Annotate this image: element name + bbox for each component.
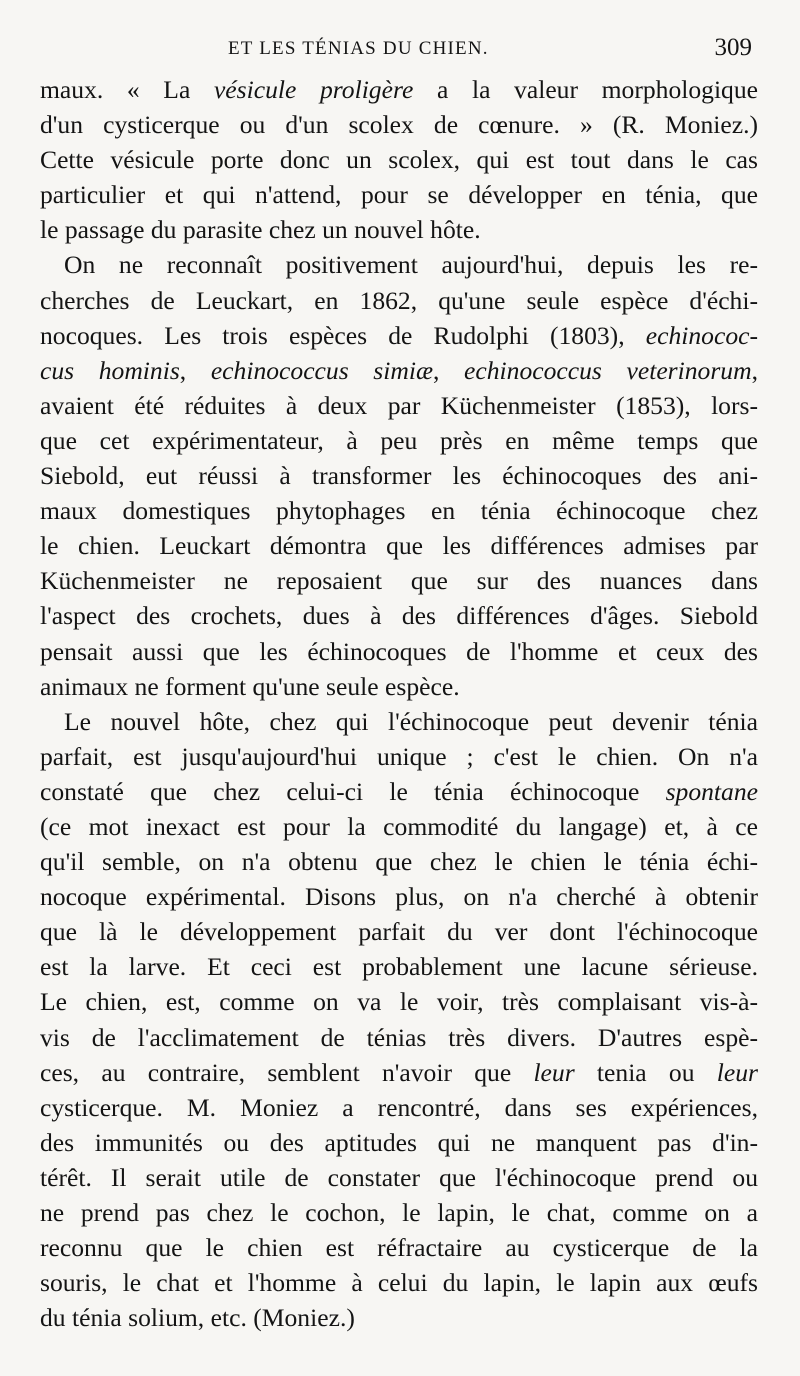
text-segment: qu'il semble, on n'a obtenu que chez le chien le ténia échi-	[40, 847, 758, 877]
text-line	[40, 844, 758, 879]
body-text	[40, 72, 758, 1335]
text-segment: cysticerque. M. Moniez a rencontré, dans ses expériences,	[40, 1092, 758, 1122]
text-segment: On ne reconnaît positivement aujourd'hui, depuis les re-	[64, 250, 758, 280]
text-segment: Siebold, eut réussi à transformer les échinocoques des ani-	[40, 461, 758, 491]
text-line	[40, 669, 758, 704]
text-segment: pensait aussi que les échinocoques de l'homme et ceux des	[40, 636, 758, 666]
text-line	[40, 212, 758, 247]
text-line	[40, 634, 758, 669]
text-segment: ,	[751, 355, 758, 385]
text-segment: Le chien, est, comme on va le voir, très complaisant vis-à-	[40, 987, 758, 1017]
text-line	[40, 1055, 758, 1090]
text-segment: particulier et qui n'attend, pour se développer en ténia, que	[40, 180, 758, 210]
text-segment: des immunités ou des aptitudes qui ne manquent pas d'in-	[40, 1127, 758, 1157]
text-segment: parfait, est jusqu'aujourd'hui unique ; c'est le chien. On n'a	[40, 741, 758, 771]
text-line	[40, 107, 758, 142]
italic-text: echinococcus veterinorum	[464, 355, 752, 385]
text-line	[40, 984, 758, 1019]
italic-text: leur	[716, 1057, 758, 1087]
text-segment: que cet expérimentateur, à peu près en même temps que	[40, 425, 758, 455]
text-line	[40, 774, 758, 809]
text-line	[40, 1125, 758, 1160]
text-segment: est la larve. Et ceci est probablement une lacune sérieuse.	[40, 952, 758, 982]
page-number: 309	[714, 34, 752, 61]
text-line	[40, 353, 758, 388]
text-line	[40, 247, 758, 282]
text-line	[40, 388, 758, 423]
text-segment: tenia ou	[574, 1057, 717, 1087]
italic-text: spontane	[665, 776, 758, 806]
text-segment: du ténia solium, etc. (Moniez.)	[40, 1303, 355, 1333]
text-segment: le passage du parasite chez un nouvel hôte.	[40, 215, 481, 245]
text-segment: Le nouvel hôte, chez qui l'échinocoque peut devenir ténia	[64, 706, 758, 736]
italic-text: vésicule proligère	[213, 75, 414, 104]
text-line	[40, 1020, 758, 1055]
text-segment: ,	[433, 355, 465, 385]
italic-text: echinococ-	[645, 320, 758, 350]
text-line	[40, 318, 758, 353]
italic-text: cus hominis	[40, 355, 180, 385]
text-segment: maux. « La	[40, 75, 214, 104]
text-line	[40, 458, 758, 493]
text-line	[40, 528, 758, 563]
text-line	[40, 1160, 758, 1195]
text-segment: que là le développement parfait du ver dont l'échinocoque	[40, 917, 758, 947]
text-segment: ces, au contraire, semblent n'avoir que	[40, 1057, 534, 1087]
text-segment: térêt. Il serait utile de constater que l'échinocoque prend ou	[40, 1162, 758, 1192]
text-segment: (ce mot inexact est pour la commodité du langage) et, à ce	[40, 811, 758, 841]
text-line	[40, 704, 758, 739]
text-line	[40, 72, 758, 107]
text-line	[40, 739, 758, 774]
text-segment: maux domestiques phytophages en ténia échinocoque chez	[40, 496, 758, 526]
text-segment: cherches de Leuckart, en 1862, qu'une seule espèce d'échi-	[40, 285, 758, 315]
text-segment: souris, le chat et l'homme à celui du lapin, le lapin aux œufs	[40, 1268, 758, 1298]
text-segment: nocoque expérimental. Disons plus, on n'a cherché à obtenir	[40, 882, 758, 912]
text-segment: animaux ne forment qu'une seule espèce.	[40, 671, 460, 701]
text-segment: d'un cysticerque ou d'un scolex de cœnure. » (R. Moniez.)	[40, 110, 758, 140]
text-line	[40, 283, 758, 318]
running-title: ET LES TÉNIAS DU CHIEN.	[228, 38, 489, 59]
text-line	[40, 563, 758, 598]
text-segment: le chien. Leuckart démontra que les différences admises par	[40, 531, 758, 561]
paragraph	[40, 704, 758, 1336]
text-line	[40, 1265, 758, 1300]
text-line	[40, 1300, 758, 1335]
paragraph	[40, 72, 758, 247]
text-line	[40, 423, 758, 458]
text-line	[40, 949, 758, 984]
text-line	[40, 598, 758, 633]
text-line	[40, 177, 758, 212]
text-segment: Cette vésicule porte donc un scolex, qui est tout dans le cas	[40, 145, 758, 175]
text-segment: ne prend pas chez le cochon, le lapin, le chat, comme on a	[40, 1198, 758, 1227]
text-segment: ,	[179, 355, 211, 385]
text-segment: nocoques. Les trois espèces de Rudolphi (1803),	[40, 320, 646, 350]
text-segment: avaient été réduites à deux par Küchenmeister (1853), lors-	[40, 390, 758, 420]
text-segment: Küchenmeister ne reposaient que sur des nuances dans	[40, 566, 758, 596]
page-header	[40, 34, 752, 64]
text-line	[40, 914, 758, 949]
text-line	[40, 1230, 758, 1265]
italic-text: echinococcus simiæ	[210, 355, 434, 385]
text-line	[40, 809, 758, 844]
text-segment: reconnu que le chien est réfractaire au cysticerque de la	[40, 1233, 758, 1263]
text-line	[40, 142, 758, 177]
text-segment: l'aspect des crochets, dues à des différences d'âges. Siebold	[40, 601, 758, 631]
text-line	[40, 1195, 758, 1230]
text-segment: vis de l'acclimatement de ténias très divers. D'autres espè-	[40, 1022, 758, 1052]
text-line	[40, 1090, 758, 1125]
italic-text: leur	[533, 1057, 575, 1087]
text-line	[40, 493, 758, 528]
paragraph	[40, 247, 758, 703]
text-segment: constaté que chez celui-ci le ténia échinocoque	[40, 776, 666, 806]
text-segment: a la valeur morphologique	[413, 75, 759, 104]
text-line	[40, 879, 758, 914]
